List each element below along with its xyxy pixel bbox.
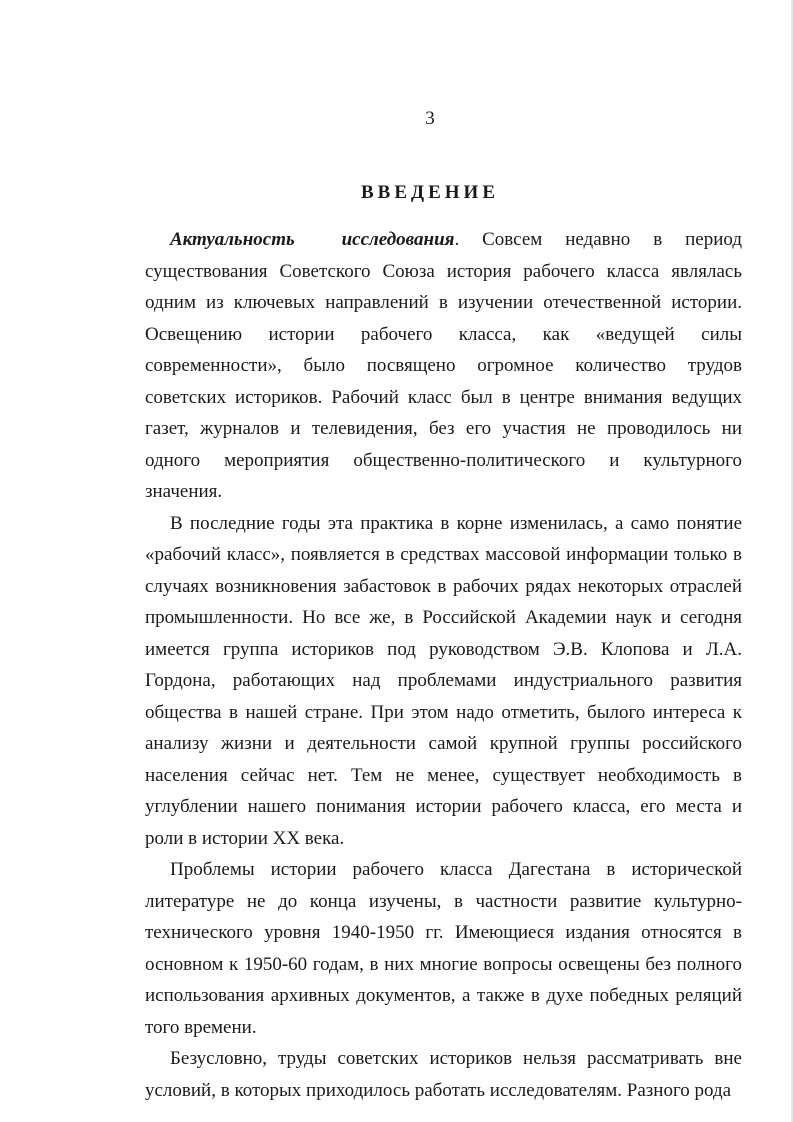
paragraph: Безусловно, труды советских историков нельзя рассматривать вне условий, в которых приходилось работать исследователям. Разного рода [145, 1048, 742, 1101]
body-text [145, 224, 742, 1106]
paragraph: В последние годы эта практика в корне изменилась, а само понятие «рабочий класс», появляется в средствах массовой информации только в случаях возникновения забастовок в рабочих рядах некоторых отраслей промышленности. Но все же, в Российской Академии наук и сегодня имеется группа историков под руководством Э.В. Клопова и Л.А. Гордона, работающих над проблемами индустриального развития общества в нашей стране. При этом надо отметить, былого интереса к анализу жизни и деятельности самой крупной группы российского населения сейчас нет. Тем не менее, существует необходимость в углублении нашего понимания истории рабочего класса, его места и роли в истории XX века. [145, 512, 742, 849]
paragraph-relevance [145, 224, 742, 508]
section-heading: ВВЕДЕНИЕ [361, 182, 499, 203]
paragraph: Проблемы истории рабочего класса Дагестана в исторической литературе не до конца изучены, в частности развитие культурно-технического уровня 1940-1950 гг. Имеющиеся издания относятся в основном к 1950-60 годам, в них многие вопросы освещены без полного использования архивных документов, а также в духе победных реляций того времени. [145, 859, 742, 1038]
paragraph-text: . Совсем недавно в период существования Советского Союза история рабочего класса являлась одним из ключевых направлений в изучении отечественной истории. Освещению истории рабочего класса, как «ведущей силы современности», было посвящено огромное количество трудов советских историков. Рабочий класс был в центре внимания ведущих газет, журналов и телевидения, без его участия не проводилось ни одного мероприятия общественно-политического и культурного значения. [145, 229, 743, 502]
page-number: 3 [425, 108, 435, 129]
paragraph-lead-emphasis: Актуальность исследования [170, 229, 455, 250]
